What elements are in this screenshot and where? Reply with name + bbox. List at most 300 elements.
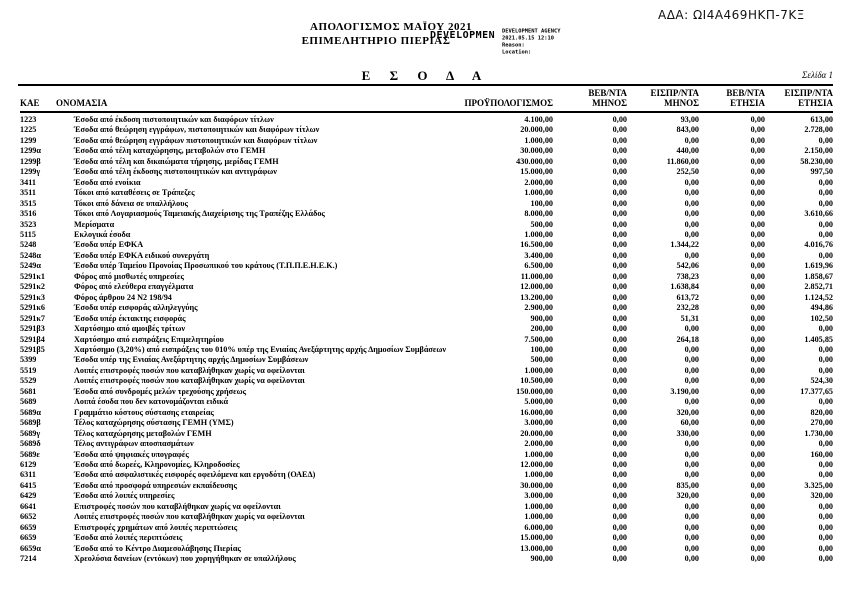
table-cell: 2.000,00 <box>524 439 553 449</box>
table-cell: Λοιπές επιστροφές ποσών που καταβλήθηκαν χωρίς να οφείλονται <box>74 376 305 386</box>
table-cell: 0,00 <box>750 250 765 260</box>
table-cell: 1.638,84 <box>670 282 699 292</box>
table-cell: 0,00 <box>684 554 699 564</box>
table-cell: 0,00 <box>684 219 699 229</box>
table-cell: 0,00 <box>684 459 699 469</box>
table-cell: 0,00 <box>612 355 627 365</box>
table-cell: 60,00 <box>680 418 699 428</box>
table-cell: 0,00 <box>612 480 627 490</box>
table-cell: 3.000,00 <box>524 418 553 428</box>
table-cell: 51,31 <box>680 313 699 323</box>
table-cell: 0,00 <box>684 188 699 198</box>
table-cell: 0,00 <box>818 344 833 354</box>
revenue-table <box>20 88 833 564</box>
table-cell: 5249α <box>20 261 41 271</box>
table-cell: 3411 <box>20 177 36 187</box>
table-cell: 0,00 <box>684 376 699 386</box>
table-cell: 0,00 <box>818 397 833 407</box>
table-cell: 0,00 <box>818 459 833 469</box>
stamp-line: Reason: <box>502 42 525 49</box>
table-cell: 93,00 <box>680 115 699 124</box>
table-row <box>20 512 833 522</box>
table-cell: 524,30 <box>810 376 833 386</box>
table-cell: 0,00 <box>612 324 627 334</box>
table-cell: 17.377,65 <box>800 386 833 396</box>
table-cell: Έσοδα από συνδρομές μελών τρεχούσης χρήσεως <box>74 386 247 396</box>
table-cell: 0,00 <box>684 198 699 208</box>
table-cell: 20.000,00 <box>520 125 553 135</box>
table-cell: 0,00 <box>750 554 765 564</box>
table-cell: 4.016,76 <box>804 240 833 250</box>
table-cell: 12.000,00 <box>520 282 553 292</box>
table-cell: 0,00 <box>750 449 765 459</box>
table-row <box>20 251 833 261</box>
table-cell: 0,00 <box>684 229 699 239</box>
table-row <box>20 220 833 230</box>
table-row <box>20 272 833 282</box>
table-cell: 330,00 <box>676 428 699 438</box>
column-header-collected-year: ΕΙΣΠΡ/ΝΤΑ ΕΤΗΣΙΑ <box>765 88 833 112</box>
table-cell: 1299γ <box>20 167 41 177</box>
table-cell: 0,00 <box>684 209 699 219</box>
table-cell: 0,00 <box>750 501 765 511</box>
table-cell: 0,00 <box>612 344 627 354</box>
table-row <box>20 230 833 240</box>
table-cell: 0,00 <box>684 344 699 354</box>
table-cell: 150.000,00 <box>516 386 553 396</box>
table-cell: 0,00 <box>750 428 765 438</box>
table-cell: 0,00 <box>750 188 765 198</box>
table-cell: 0,00 <box>750 135 765 145</box>
table-cell: 0,00 <box>684 501 699 511</box>
table-cell: Τόκοι από Λογαριασμούς Ταμειακής Διαχείρισης της Τραπέζης Ελλάδος <box>74 209 325 219</box>
table-cell: 12.000,00 <box>520 459 553 469</box>
table-cell: 0,00 <box>750 386 765 396</box>
table-cell: 0,00 <box>750 271 765 281</box>
table-cell: 5689α <box>20 407 41 417</box>
table-cell: Έσοδα υπέρ έκτακτης εισφοράς <box>74 313 186 323</box>
table-cell: 13.000,00 <box>520 543 553 553</box>
table-cell: 320,00 <box>676 407 699 417</box>
table-row <box>20 188 833 198</box>
table-cell: 3.190,00 <box>670 386 699 396</box>
table-cell: 0,00 <box>612 146 627 156</box>
table-cell: 0,00 <box>750 397 765 407</box>
table-row <box>20 429 833 439</box>
table-cell: 430.000,00 <box>516 156 553 166</box>
table-row <box>20 209 833 219</box>
table-cell: 0,00 <box>750 303 765 313</box>
table-row <box>20 136 833 146</box>
table-cell: 0,00 <box>612 554 627 564</box>
table-cell: 500,00 <box>530 219 553 229</box>
table-cell: 8.000,00 <box>524 209 553 219</box>
table-cell: 5399 <box>20 355 37 365</box>
table-cell: 160,00 <box>810 449 833 459</box>
table-cell: 0,00 <box>750 439 765 449</box>
table-cell: 0,00 <box>612 177 627 187</box>
table-cell: Χαρτόσημο από αμοιβές τρίτων <box>74 324 186 334</box>
table-cell: Λοιπές επιστροφές ποσών που καταβλήθηκαν χωρίς να οφείλονται <box>74 365 305 375</box>
table-cell: 1.405,85 <box>804 334 833 344</box>
table-cell: 0,00 <box>612 543 627 553</box>
table-cell: 6429 <box>20 491 37 501</box>
table-cell: 6.500,00 <box>524 261 553 271</box>
table-cell: 0,00 <box>818 135 833 145</box>
table-row <box>20 502 833 512</box>
table-row <box>20 533 833 543</box>
table-row <box>20 240 833 250</box>
table-cell: 0,00 <box>818 533 833 543</box>
table-row <box>20 125 833 135</box>
title-block <box>0 20 842 48</box>
table-cell: 0,00 <box>750 156 765 166</box>
table-row <box>20 460 833 470</box>
table-cell: 0,00 <box>612 428 627 438</box>
table-cell: 0,00 <box>750 491 765 501</box>
table-cell: Έσοδα από έκδοση πιστοποιητικών και διαφόρων τίτλων <box>74 115 274 124</box>
table-row <box>20 387 833 397</box>
organization-title: ΕΠΙΜΕΛΗΤΗΡΙΟ ΠΙΕΡΙΑΣ <box>301 35 451 47</box>
table-row <box>20 355 833 365</box>
table-cell: 0,00 <box>684 250 699 260</box>
table-cell: 2.852,71 <box>804 282 833 292</box>
table-cell: 0,00 <box>684 512 699 522</box>
table-cell: 1.858,67 <box>804 271 833 281</box>
table-cell: 5291κ7 <box>20 313 46 323</box>
table-cell: 500,00 <box>530 355 553 365</box>
table-cell: 0,00 <box>612 522 627 532</box>
table-cell: 232,28 <box>676 303 699 313</box>
table-cell: 0,00 <box>612 209 627 219</box>
table-cell: 3.000,00 <box>524 491 553 501</box>
table-cell: 0,00 <box>612 282 627 292</box>
table-row <box>20 146 833 156</box>
table-cell: Έσοδα από ψηφιακές υπογραφές <box>74 449 189 459</box>
table-cell: 100,00 <box>530 344 553 354</box>
table-cell: 0,00 <box>750 459 765 469</box>
table-row <box>20 335 833 345</box>
table-cell: 102,50 <box>810 313 833 323</box>
table-cell: 1299α <box>20 146 41 156</box>
table-cell: 0,00 <box>612 156 627 166</box>
column-header-collected-month: ΕΙΣΠΡ/ΝΤΑ ΜΗΝΟΣ <box>627 88 699 112</box>
table-cell: 0,00 <box>818 365 833 375</box>
table-header-row <box>20 88 833 112</box>
table-cell: 0,00 <box>750 407 765 417</box>
table-cell: 6415 <box>20 480 37 490</box>
table-row <box>20 282 833 292</box>
table-cell: 0,00 <box>612 470 627 480</box>
table-cell: 0,00 <box>612 240 627 250</box>
table-cell: 0,00 <box>684 355 699 365</box>
section-header-rule <box>18 66 833 86</box>
table-cell: 1299 <box>20 135 37 145</box>
table-row <box>20 418 833 428</box>
table-cell: 1.000,00 <box>524 135 553 145</box>
table-cell: 0,00 <box>750 146 765 156</box>
table-cell: 0,00 <box>818 177 833 187</box>
table-cell: 5115 <box>20 229 36 239</box>
table-cell: Έσοδα από θεώρηση εγγράφων, πιστοποιητικών και διαφόρων τίτλων <box>74 125 320 135</box>
table-cell: 1.000,00 <box>524 229 553 239</box>
table-cell: 0,00 <box>818 229 833 239</box>
table-cell: 4.100,00 <box>524 115 553 124</box>
table-cell: 900,00 <box>530 554 553 564</box>
table-cell: 0,00 <box>612 313 627 323</box>
table-cell: Έσοδα υπέρ ΕΦΚΑ ειδικού συνεργάτη <box>74 250 210 260</box>
table-cell: 843,00 <box>676 125 699 135</box>
table-cell: Επιστροφές ποσών που καταβλήθηκαν χωρίς να οφείλονται <box>74 501 281 511</box>
table-cell: 6659α <box>20 543 41 553</box>
table-cell: 3523 <box>20 219 37 229</box>
table-cell: 0,00 <box>684 324 699 334</box>
table-cell: 5519 <box>20 365 37 375</box>
table-cell: 200,00 <box>530 324 553 334</box>
table-cell: 0,00 <box>612 334 627 344</box>
table-cell: 0,00 <box>750 470 765 480</box>
table-cell: 613,72 <box>676 292 699 302</box>
table-cell: 15.000,00 <box>520 533 553 543</box>
table-cell: 1.000,00 <box>524 501 553 511</box>
table-cell: 16.000,00 <box>520 407 553 417</box>
table-cell: 0,00 <box>684 135 699 145</box>
table-cell: 5291κ2 <box>20 282 46 292</box>
table-cell: 0,00 <box>684 177 699 187</box>
table-cell: 5291β4 <box>20 334 45 344</box>
table-cell: 5681 <box>20 386 37 396</box>
table-cell: 11.000,00 <box>520 271 553 281</box>
table-cell: Χρεολύσια δανείων (εντόκων) που χορηγήθηκαν σε υπαλλήλους <box>74 554 296 564</box>
table-cell: 6311 <box>20 470 36 480</box>
table-cell: 30.000,00 <box>520 480 553 490</box>
table-cell: 5689 <box>20 397 37 407</box>
stamp-line: DEVELOPMENT AGENCY <box>502 28 561 35</box>
table-cell: 252,50 <box>676 167 699 177</box>
table-row <box>20 523 833 533</box>
report-title: ΑΠΟΛΟΓΙΣΜΟΣ ΜΑΪΟΥ 2021 <box>310 21 472 33</box>
table-cell: 0,00 <box>684 397 699 407</box>
table-cell: Τόκοι από δάνεια σε υπαλλήλους <box>74 198 188 208</box>
table-cell: 3.400,00 <box>524 250 553 260</box>
table-row <box>20 481 833 491</box>
table-cell: Έσοδα από τέλη καταχώρησης, μεταβολών στο ΓΕΜΗ <box>74 146 266 156</box>
table-row <box>20 554 833 564</box>
table-row <box>20 199 833 209</box>
table-cell: 5689β <box>20 418 41 428</box>
table-cell: 0,00 <box>750 522 765 532</box>
table-cell: Χαρτόσημο (3,20%) από εισπράξεις του 010% υπέρ της Ενιαίας Ανεξάρτητης αρχής Δημοσίων Συμβάσεων <box>74 344 447 354</box>
table-cell: 320,00 <box>676 491 699 501</box>
table-row <box>20 314 833 324</box>
table-cell: 5689ε <box>20 449 40 459</box>
table-cell: 5291β5 <box>20 344 45 354</box>
table-cell: 1.000,00 <box>524 188 553 198</box>
table-cell: 0,00 <box>750 533 765 543</box>
table-cell: 0,00 <box>750 334 765 344</box>
stamp-details <box>502 28 567 56</box>
table-cell: 0,00 <box>818 554 833 564</box>
table-row <box>20 293 833 303</box>
table-cell: 0,00 <box>750 418 765 428</box>
table-cell: 0,00 <box>750 313 765 323</box>
table-cell: 0,00 <box>612 501 627 511</box>
table-cell: 5689δ <box>20 439 41 449</box>
table-cell: 0,00 <box>612 167 627 177</box>
column-header-kae: ΚΑΕ <box>20 88 56 112</box>
table-cell: 440,00 <box>676 146 699 156</box>
table-cell: 0,00 <box>612 261 627 271</box>
table-cell: Έσοδα από προσφορά υπηρεσιών εκπαίδευσης <box>74 480 237 490</box>
table-row <box>20 439 833 449</box>
table-cell: 0,00 <box>612 303 627 313</box>
table-cell: 0,00 <box>612 459 627 469</box>
table-cell: 0,00 <box>750 177 765 187</box>
table-cell: 1.000,00 <box>524 449 553 459</box>
table-cell: 0,00 <box>612 449 627 459</box>
table-cell: Τόκοι από καταθέσεις σε Τράπεζες <box>74 188 195 198</box>
table-cell: 1.619,96 <box>804 261 833 271</box>
table-cell: Έσοδα υπέρ της Ενιαίας Ανεξάρτητης αρχής Δημοσίων Συμβάσεων <box>74 355 309 365</box>
table-cell: 5291κ6 <box>20 303 46 313</box>
table-cell: Γραμμάτιο κόστους σύστασης εταιρείας <box>74 407 214 417</box>
table-cell: 3.610,66 <box>804 209 833 219</box>
table-cell: Έσοδα υπέρ εισφοράς αλληλεγγύης <box>74 303 198 313</box>
table-cell: 0,00 <box>750 219 765 229</box>
table-cell: Μερίσματα <box>74 219 115 229</box>
table-cell: 13.200,00 <box>520 292 553 302</box>
table-cell: Χαρτόσημο από εισπράξεις Επιμελητηρίου <box>74 334 224 344</box>
table-cell: Έσοδα από θεώρηση εγγράφων πιστοποιητικών και διαφόρων τίτλων <box>74 135 318 145</box>
table-cell: 0,00 <box>818 250 833 260</box>
table-row <box>20 408 833 418</box>
table-cell: 7.500,00 <box>524 334 553 344</box>
table-cell: 0,00 <box>612 125 627 135</box>
table-cell: 0,00 <box>612 271 627 281</box>
table-cell: 2.900,00 <box>524 303 553 313</box>
table-cell: 0,00 <box>818 219 833 229</box>
table-cell: 1.000,00 <box>524 512 553 522</box>
table-cell: 6659 <box>20 533 37 543</box>
ada-code: ΑΔΑ: ΩΙ4Α469ΗΚΠ-7ΚΞ <box>658 8 805 22</box>
table-cell: 0,00 <box>612 418 627 428</box>
section-title: Ε Σ Ο Δ Α <box>361 68 490 83</box>
table-cell: 0,00 <box>612 135 627 145</box>
table-row <box>20 112 833 125</box>
table-cell: 820,00 <box>810 407 833 417</box>
table-cell: 5248 <box>20 240 37 250</box>
table-cell: 0,00 <box>818 355 833 365</box>
table-cell: 0,00 <box>684 522 699 532</box>
table-cell: 0,00 <box>818 543 833 553</box>
stamp-line: 2021.05.15 12:10 <box>502 35 555 42</box>
table-cell: 0,00 <box>612 188 627 198</box>
table-cell: 0,00 <box>818 470 833 480</box>
table-cell: Έσοδα από λοιπές υπηρεσίες <box>74 491 175 501</box>
table-cell: 0,00 <box>612 376 627 386</box>
table-cell: Έσοδα από το Κέντρο Διαμεσολάβησης Πιερίας <box>74 543 241 553</box>
table-cell: Έσοδα από τέλη και δικαιώματα τήρησης, μερίδας ΓΕΜΗ <box>74 156 279 166</box>
table-cell: 2.728,00 <box>804 125 833 135</box>
table-cell: Έσοδα από δωρεές, Κληρονομίες, Κληροδοσίες <box>74 459 240 469</box>
table-cell: Φόρος άρθρου 24 Ν2 198/94 <box>74 292 172 302</box>
column-header-budget: ΠΡΟΫΠΟΛΟΓΙΣΜΟΣ <box>461 88 553 112</box>
table-cell: 0,00 <box>818 324 833 334</box>
table-row <box>20 178 833 188</box>
table-cell: 5248α <box>20 250 41 260</box>
table-cell: 2.150,00 <box>804 146 833 156</box>
table-cell: 0,00 <box>750 376 765 386</box>
table-cell: 0,00 <box>684 365 699 375</box>
table-cell: 0,00 <box>750 480 765 490</box>
table-cell: 0,00 <box>750 240 765 250</box>
table-row <box>20 345 833 355</box>
table-cell: 0,00 <box>750 543 765 553</box>
table-cell: 0,00 <box>612 533 627 543</box>
table-row <box>20 366 833 376</box>
table-cell: 11.860,00 <box>666 156 699 166</box>
table-cell: 6659 <box>20 522 37 532</box>
table-cell: 100,00 <box>530 198 553 208</box>
table-cell: 542,06 <box>676 261 699 271</box>
table-cell: 10.500,00 <box>520 376 553 386</box>
table-cell: 5291β3 <box>20 324 45 334</box>
table-cell: Τέλος αντιγράφων αποσπασμάτων <box>74 439 194 449</box>
table-row <box>20 167 833 177</box>
table-row <box>20 470 833 480</box>
table-cell: Έσοδα υπέρ ΕΦΚΑ <box>74 240 144 250</box>
table-cell: 0,00 <box>612 407 627 417</box>
table-cell: 0,00 <box>750 292 765 302</box>
table-cell: 0,00 <box>818 501 833 511</box>
table-cell: 0,00 <box>684 533 699 543</box>
table-cell: 738,23 <box>676 271 699 281</box>
table-cell: 0,00 <box>818 198 833 208</box>
table-cell: 0,00 <box>750 125 765 135</box>
table-cell: 6652 <box>20 512 37 522</box>
table-cell: 270,00 <box>810 418 833 428</box>
table-cell: 0,00 <box>750 365 765 375</box>
table-cell: 0,00 <box>818 512 833 522</box>
table-cell: Επιστροφές χρημάτων από λοιπές περιπτώσεις <box>74 522 238 532</box>
table-cell: 0,00 <box>684 470 699 480</box>
table-cell: 264,18 <box>676 334 699 344</box>
table-row <box>20 450 833 460</box>
table-cell: 0,00 <box>750 512 765 522</box>
table-cell: 0,00 <box>612 250 627 260</box>
table-cell: Έσοδα από λοιπές περιπτώσεις <box>74 533 183 543</box>
table-cell: 1.344,22 <box>670 240 699 250</box>
table-cell: 0,00 <box>818 439 833 449</box>
table-cell: 835,00 <box>676 480 699 490</box>
table-cell: 5.000,00 <box>524 397 553 407</box>
table-cell: 0,00 <box>612 386 627 396</box>
table-cell: 0,00 <box>684 439 699 449</box>
table-row <box>20 491 833 501</box>
table-cell: 30.000,00 <box>520 146 553 156</box>
column-header-certified-month: ΒΕΒ/ΝΤΑ ΜΗΝΟΣ <box>553 88 627 112</box>
table-cell: 58.230,00 <box>800 156 833 166</box>
table-cell: 0,00 <box>750 198 765 208</box>
column-header-certified-year: ΒΕΒ/ΝΤΑ ΕΤΗΣΙΑ <box>699 88 765 112</box>
table-cell: Έσοδα από ασφαλιστικές εισφορές οφειλόμενα και εργοδότη (ΟΑΕΔ) <box>74 470 316 480</box>
table-cell: 6641 <box>20 501 37 511</box>
table-cell: 5689γ <box>20 428 41 438</box>
table-cell: 5529 <box>20 376 37 386</box>
table-cell: 0,00 <box>612 491 627 501</box>
table-cell: 0,00 <box>612 292 627 302</box>
table-cell: 494,86 <box>810 303 833 313</box>
